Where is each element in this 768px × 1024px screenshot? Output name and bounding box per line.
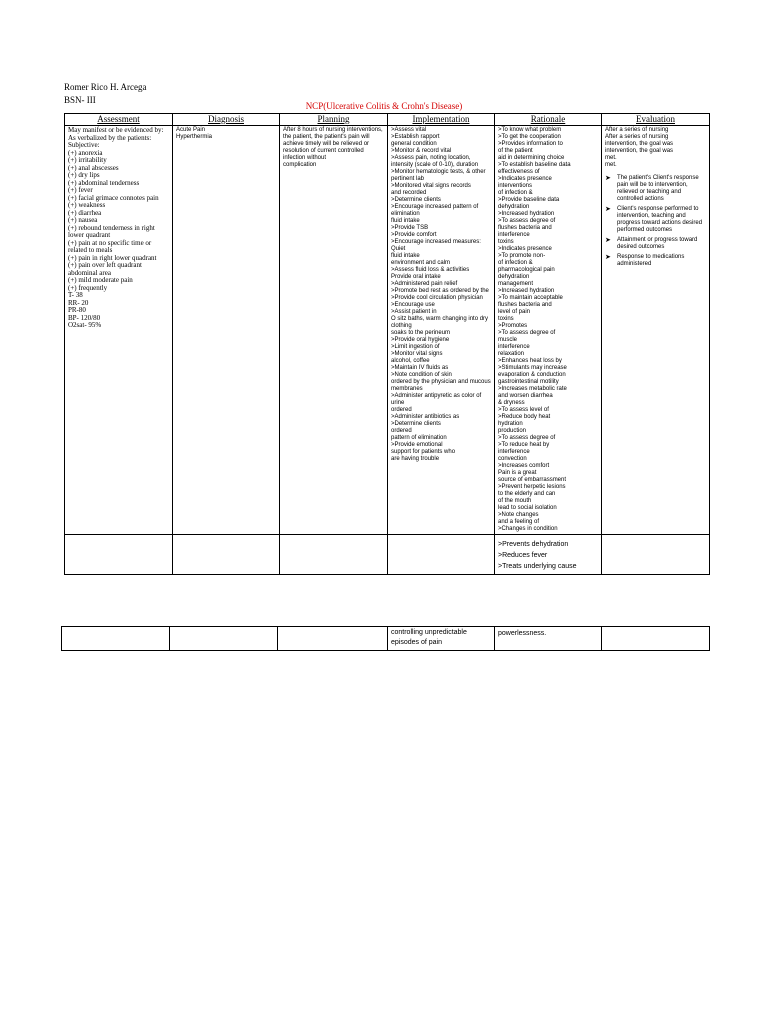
cell-text-line: intervention, the goal was bbox=[605, 141, 674, 147]
cell-text-line: (+) pain at no specific time or related to meals bbox=[68, 238, 154, 254]
implementation-cell bbox=[388, 126, 495, 535]
evaluation-cell bbox=[602, 126, 710, 535]
cell-text-line: (+) frequently bbox=[68, 283, 108, 292]
author-name: Romer Rico H. Arcega bbox=[64, 82, 147, 92]
cell-text-line: >Reduce body heat bbox=[498, 414, 551, 420]
cell-text-line: met. bbox=[605, 162, 617, 168]
cell-text-line: (+) anorexia bbox=[68, 148, 103, 157]
rationale-extra-cell bbox=[495, 535, 602, 575]
author-year: BSN- III bbox=[64, 95, 96, 105]
cell-text-line: intervention, the goal was bbox=[605, 148, 674, 154]
diagnosis-cell bbox=[173, 126, 280, 535]
cell-text-line: >Assess pain, noting location, intensity (scale of 0-10), duration bbox=[391, 155, 479, 168]
cell-text-line: O2sat- 95% bbox=[68, 321, 102, 329]
cell-text-line: and recorded bbox=[391, 190, 427, 196]
cell-text-line: >To assess level of bbox=[498, 407, 549, 413]
column-header-rationale: Rationale bbox=[495, 114, 602, 126]
column-header-planning: Planning bbox=[280, 114, 388, 126]
cell-text-line: ➤ Attainment or progress toward desired outcomes bbox=[605, 237, 706, 251]
cell-text-line: source of embarrassment bbox=[498, 477, 567, 483]
cell-text-line: >Encourage increased measures: Quiet bbox=[391, 239, 483, 252]
cell-text-line: >Monitored vital signs records bbox=[391, 183, 471, 189]
cell-text-line: RR- 20 bbox=[68, 298, 89, 307]
cell-text-line: >Assess fluid loss & activities bbox=[391, 267, 470, 273]
column-header-diagnosis: Diagnosis bbox=[173, 114, 280, 126]
cell-text-line: >Provide cool circulation physician bbox=[391, 295, 483, 301]
cell-text-line: powerlessness. bbox=[498, 630, 547, 637]
cell-text-line: convection bbox=[498, 456, 527, 462]
cell-text-line: >To reduce heat by bbox=[498, 442, 550, 448]
cell-text-line: >Provide TSB bbox=[391, 225, 429, 231]
cell-text-line: >Prevents dehydration bbox=[498, 541, 569, 548]
cell-text-line: toxins bbox=[498, 316, 514, 322]
cell-text-line: Subjective: bbox=[68, 141, 100, 149]
cell-text-line: hydration bbox=[498, 421, 523, 427]
cell-text-line: dehydration bbox=[498, 204, 530, 210]
cell-text-line: >Assist patient in bbox=[391, 309, 437, 315]
cell-text-line: >Provide baseline data bbox=[498, 197, 560, 203]
cell-text-line: environment and calm bbox=[391, 260, 451, 266]
page-title: NCP(Ulcerative Colitis & Crohn's Disease) bbox=[305, 101, 463, 111]
cell-text-line: gastrointestinal motility bbox=[498, 379, 559, 385]
cell-text-line: >Increased hydration bbox=[498, 288, 555, 294]
cell-text-line: >Monitor & record vital bbox=[391, 148, 452, 154]
cell-text-line: interventions bbox=[498, 183, 533, 189]
cell-text-line: ➤ Client's response performed to intervention, teaching and progress toward actions desired performed outcomes bbox=[605, 206, 706, 234]
cell-text-line: After a series of nursing bbox=[605, 134, 669, 140]
cell-text-line: After a series of nursing bbox=[605, 127, 669, 133]
cell-text-line: alcohol, coffee bbox=[391, 358, 430, 364]
cell-text-line: >Provides information to bbox=[498, 141, 563, 147]
cell-text-line: >Provide emotional bbox=[391, 442, 443, 448]
cell-text-line: >Monitor vital signs bbox=[391, 351, 443, 357]
cell-text-line: >Changes in condition bbox=[498, 526, 558, 532]
cell-text-line: ➤ Response to medications administered bbox=[605, 254, 706, 268]
cell-text-line: toxins bbox=[498, 239, 514, 245]
cell-text-line: ordered by the physician and mucous membranes bbox=[391, 379, 493, 392]
cell-text-line: >Note condition of skin bbox=[391, 372, 452, 378]
cell-text-line: to the elderly and can bbox=[498, 491, 556, 497]
cell-text-line: (+) fever bbox=[68, 186, 93, 194]
cell-text-line: fluid intake bbox=[391, 218, 420, 224]
cell-text-line: pharmacological pain bbox=[498, 267, 555, 273]
diagnosis-list bbox=[176, 127, 276, 141]
planning-list bbox=[283, 127, 384, 169]
cell-text-line: PR-80 bbox=[68, 306, 86, 314]
cell-text-line: flushes bacteria and bbox=[498, 225, 552, 231]
cell-text-line: >To promote non- bbox=[498, 253, 546, 259]
evaluation-bullets bbox=[605, 175, 706, 268]
cell-text-line: >Provide comfort bbox=[391, 232, 437, 238]
continuation-table bbox=[61, 626, 710, 651]
cell-text-line: (+) irritability bbox=[68, 156, 107, 164]
cell-text-line: level of pain bbox=[498, 309, 531, 315]
cell-text-line: evaporation & conduction bbox=[498, 372, 566, 378]
cell-text-line: T- 38 bbox=[68, 291, 83, 299]
cell-text-line: >Monitor hematologic tests, & other pertinent lab bbox=[391, 169, 488, 182]
cell-text-line: (+) nausea bbox=[68, 216, 98, 224]
cell-text-line: >To know what problem bbox=[498, 127, 562, 133]
continuation-rationale-cell bbox=[495, 627, 602, 651]
cell-text-line: >Establish rapport bbox=[391, 134, 440, 140]
cell-text-line: >Enhances heat loss by bbox=[498, 358, 562, 364]
cell-text-line: (+) facial grimace connotes pain bbox=[68, 193, 159, 202]
cell-text-line: Hyperthermia bbox=[176, 134, 213, 140]
cell-text-line: ordered bbox=[391, 428, 412, 434]
cell-text-line: Pain is a great bbox=[498, 470, 537, 476]
cell-text-line: (+) pain in right lower quadrant bbox=[68, 253, 157, 262]
cell-text-line: support for patients who bbox=[391, 449, 456, 455]
cell-text-line: >Prevent herpetic lesions bbox=[498, 484, 566, 490]
continuation-rationale-list bbox=[498, 628, 598, 639]
assessment-list bbox=[68, 127, 169, 330]
cell-text-line: lead to social isolation bbox=[498, 505, 557, 511]
cell-text-line: >Increased hydration bbox=[498, 211, 555, 217]
rationale-extra-list bbox=[498, 539, 598, 572]
cell-text-line: >Note changes bbox=[498, 512, 539, 518]
cell-text-line: general condition bbox=[391, 141, 437, 147]
cell-text-line: fluid intake bbox=[391, 253, 420, 259]
cell-text-line: BP- 120/80 bbox=[68, 313, 101, 322]
cell-text-line: >Increases metabolic rate bbox=[498, 386, 567, 392]
cell-text-line: >Indicates presence bbox=[498, 176, 552, 182]
table-row bbox=[65, 126, 710, 535]
cell-text-line: As verbalized by the patients: bbox=[68, 133, 152, 142]
cell-text-line: Provide oral intake bbox=[391, 274, 441, 280]
cell-text-line: ➤ The patient's Client's response pain will be to intervention, relieved or teaching and controlled actions bbox=[605, 175, 706, 203]
cell-text-line: >Assess vital bbox=[391, 127, 427, 133]
cell-text-line: soaks to the perineum bbox=[391, 330, 451, 336]
cell-text-line: aid in determining choice bbox=[498, 155, 565, 161]
cell-text-line: Acute Pain bbox=[176, 127, 206, 133]
cell-text-line: >Encourage use bbox=[391, 302, 435, 308]
cell-text-line: >Increases comfort bbox=[498, 463, 550, 469]
cell-text-line: interference bbox=[498, 344, 530, 350]
cell-text-line: >Administer antibiotics as bbox=[391, 414, 460, 420]
column-header-implementation: Implementation bbox=[388, 114, 495, 126]
cell-text-line: >Promotes bbox=[498, 323, 528, 329]
cell-text-line: >Administered pain relief bbox=[391, 281, 458, 287]
assessment-cell bbox=[65, 126, 173, 535]
cell-text-line: complication bbox=[283, 162, 317, 168]
cell-text-line: and a feeling of bbox=[498, 519, 540, 525]
cell-text-line: >Indicates presence bbox=[498, 246, 552, 252]
cell-text-line: flushes bacteria and bbox=[498, 302, 552, 308]
cell-text-line: (+) abdominal tenderness bbox=[68, 178, 140, 187]
column-header-evaluation: Evaluation bbox=[602, 114, 710, 126]
cell-text-line: >To assess degree of bbox=[498, 435, 556, 441]
planning-cell bbox=[280, 126, 388, 535]
rationale-list bbox=[498, 127, 598, 533]
cell-text-line: interference bbox=[498, 232, 530, 238]
cell-text-line: >Treats underlying cause bbox=[498, 563, 577, 570]
cell-text-line: >To establish baseline data bbox=[498, 162, 571, 168]
cell-text-line: >To maintain acceptable bbox=[498, 295, 563, 301]
cell-text-line: interference bbox=[498, 449, 530, 455]
cell-text-line: (+) weakness bbox=[68, 201, 106, 209]
cell-text-line: >Limit ingestion of bbox=[391, 344, 440, 350]
cell-text-line: >Promote bed rest as ordered by the bbox=[391, 288, 489, 294]
cell-text-line: >To assess degree of bbox=[498, 218, 556, 224]
cell-text-line: muscle bbox=[498, 337, 518, 343]
cell-text-line: >Reduces fever bbox=[498, 552, 548, 559]
cell-text-line: >Determine clients bbox=[391, 197, 441, 203]
cell-text-line: production bbox=[498, 428, 527, 434]
table-row bbox=[62, 627, 710, 651]
evaluation-intro bbox=[605, 127, 706, 169]
cell-text-line: O sitz baths, warm changing into dry clothing bbox=[391, 316, 490, 329]
rationale-cell bbox=[495, 126, 602, 535]
continuation-implementation-cell bbox=[388, 627, 495, 651]
cell-text-line: (+) dry lips bbox=[68, 171, 100, 179]
cell-text-line: After 8 hours of nursing interventions, the patient, the patient's pain will achieve timely will be relieved or resolution of current controlled bbox=[283, 127, 385, 154]
cell-text-line: May manifest or be evidenced by: bbox=[68, 126, 164, 134]
cell-text-line: >To get the cooperation bbox=[498, 134, 561, 140]
cell-text-line: >Stimulants may increase bbox=[498, 365, 567, 371]
cell-text-line: >Maintain IV fluids as bbox=[391, 365, 449, 371]
cell-text-line: of infection & bbox=[498, 260, 533, 266]
cell-text-line: >Administer antipyretic as color of urine bbox=[391, 393, 483, 406]
cell-text-line: infection without bbox=[283, 155, 327, 161]
cell-text-line: >Determine clients bbox=[391, 421, 441, 427]
cell-text-line: >Encourage increased pattern of elimination bbox=[391, 204, 480, 217]
cell-text-line: and worsen diarrhea bbox=[498, 393, 553, 399]
cell-text-line: ordered bbox=[391, 407, 412, 413]
cell-text-line: of the mouth bbox=[498, 498, 532, 504]
cell-text-line: pattern of elimination bbox=[391, 435, 447, 441]
cell-text-line: relaxation bbox=[498, 351, 525, 357]
cell-text-line: of infection & bbox=[498, 190, 533, 196]
cell-text-line: (+) diarrhea bbox=[68, 208, 102, 217]
cell-text-line: (+) rebound tenderness in right lower quadrant bbox=[68, 223, 157, 239]
continuation-implementation-list bbox=[391, 628, 491, 648]
cell-text-line: met. bbox=[605, 155, 617, 161]
cell-text-line: are having trouble bbox=[391, 456, 440, 462]
table-header-row bbox=[65, 114, 710, 126]
cell-text-line: episodes of pain bbox=[391, 639, 442, 646]
ncp-table bbox=[64, 113, 710, 575]
cell-text-line: management bbox=[498, 281, 534, 287]
implementation-list bbox=[391, 127, 491, 463]
cell-text-line: dehydration bbox=[498, 274, 530, 280]
column-header-assessment: Assessment bbox=[65, 114, 173, 126]
table-row bbox=[65, 535, 710, 575]
cell-text-line: effectiveness of bbox=[498, 169, 540, 175]
cell-text-line: (+) anal abscesses bbox=[68, 163, 119, 172]
cell-text-line: >Provide oral hygiene bbox=[391, 337, 450, 343]
cell-text-line: >To assess degree of bbox=[498, 330, 556, 336]
cell-text-line: & dryness bbox=[498, 400, 525, 406]
cell-text-line: of the patient bbox=[498, 148, 533, 154]
cell-text-line: (+) pain over left quadrant abdominal area bbox=[68, 261, 144, 277]
cell-text-line: (+) mild moderate pain bbox=[68, 276, 133, 284]
cell-text-line: controlling unpredictable bbox=[391, 629, 467, 636]
